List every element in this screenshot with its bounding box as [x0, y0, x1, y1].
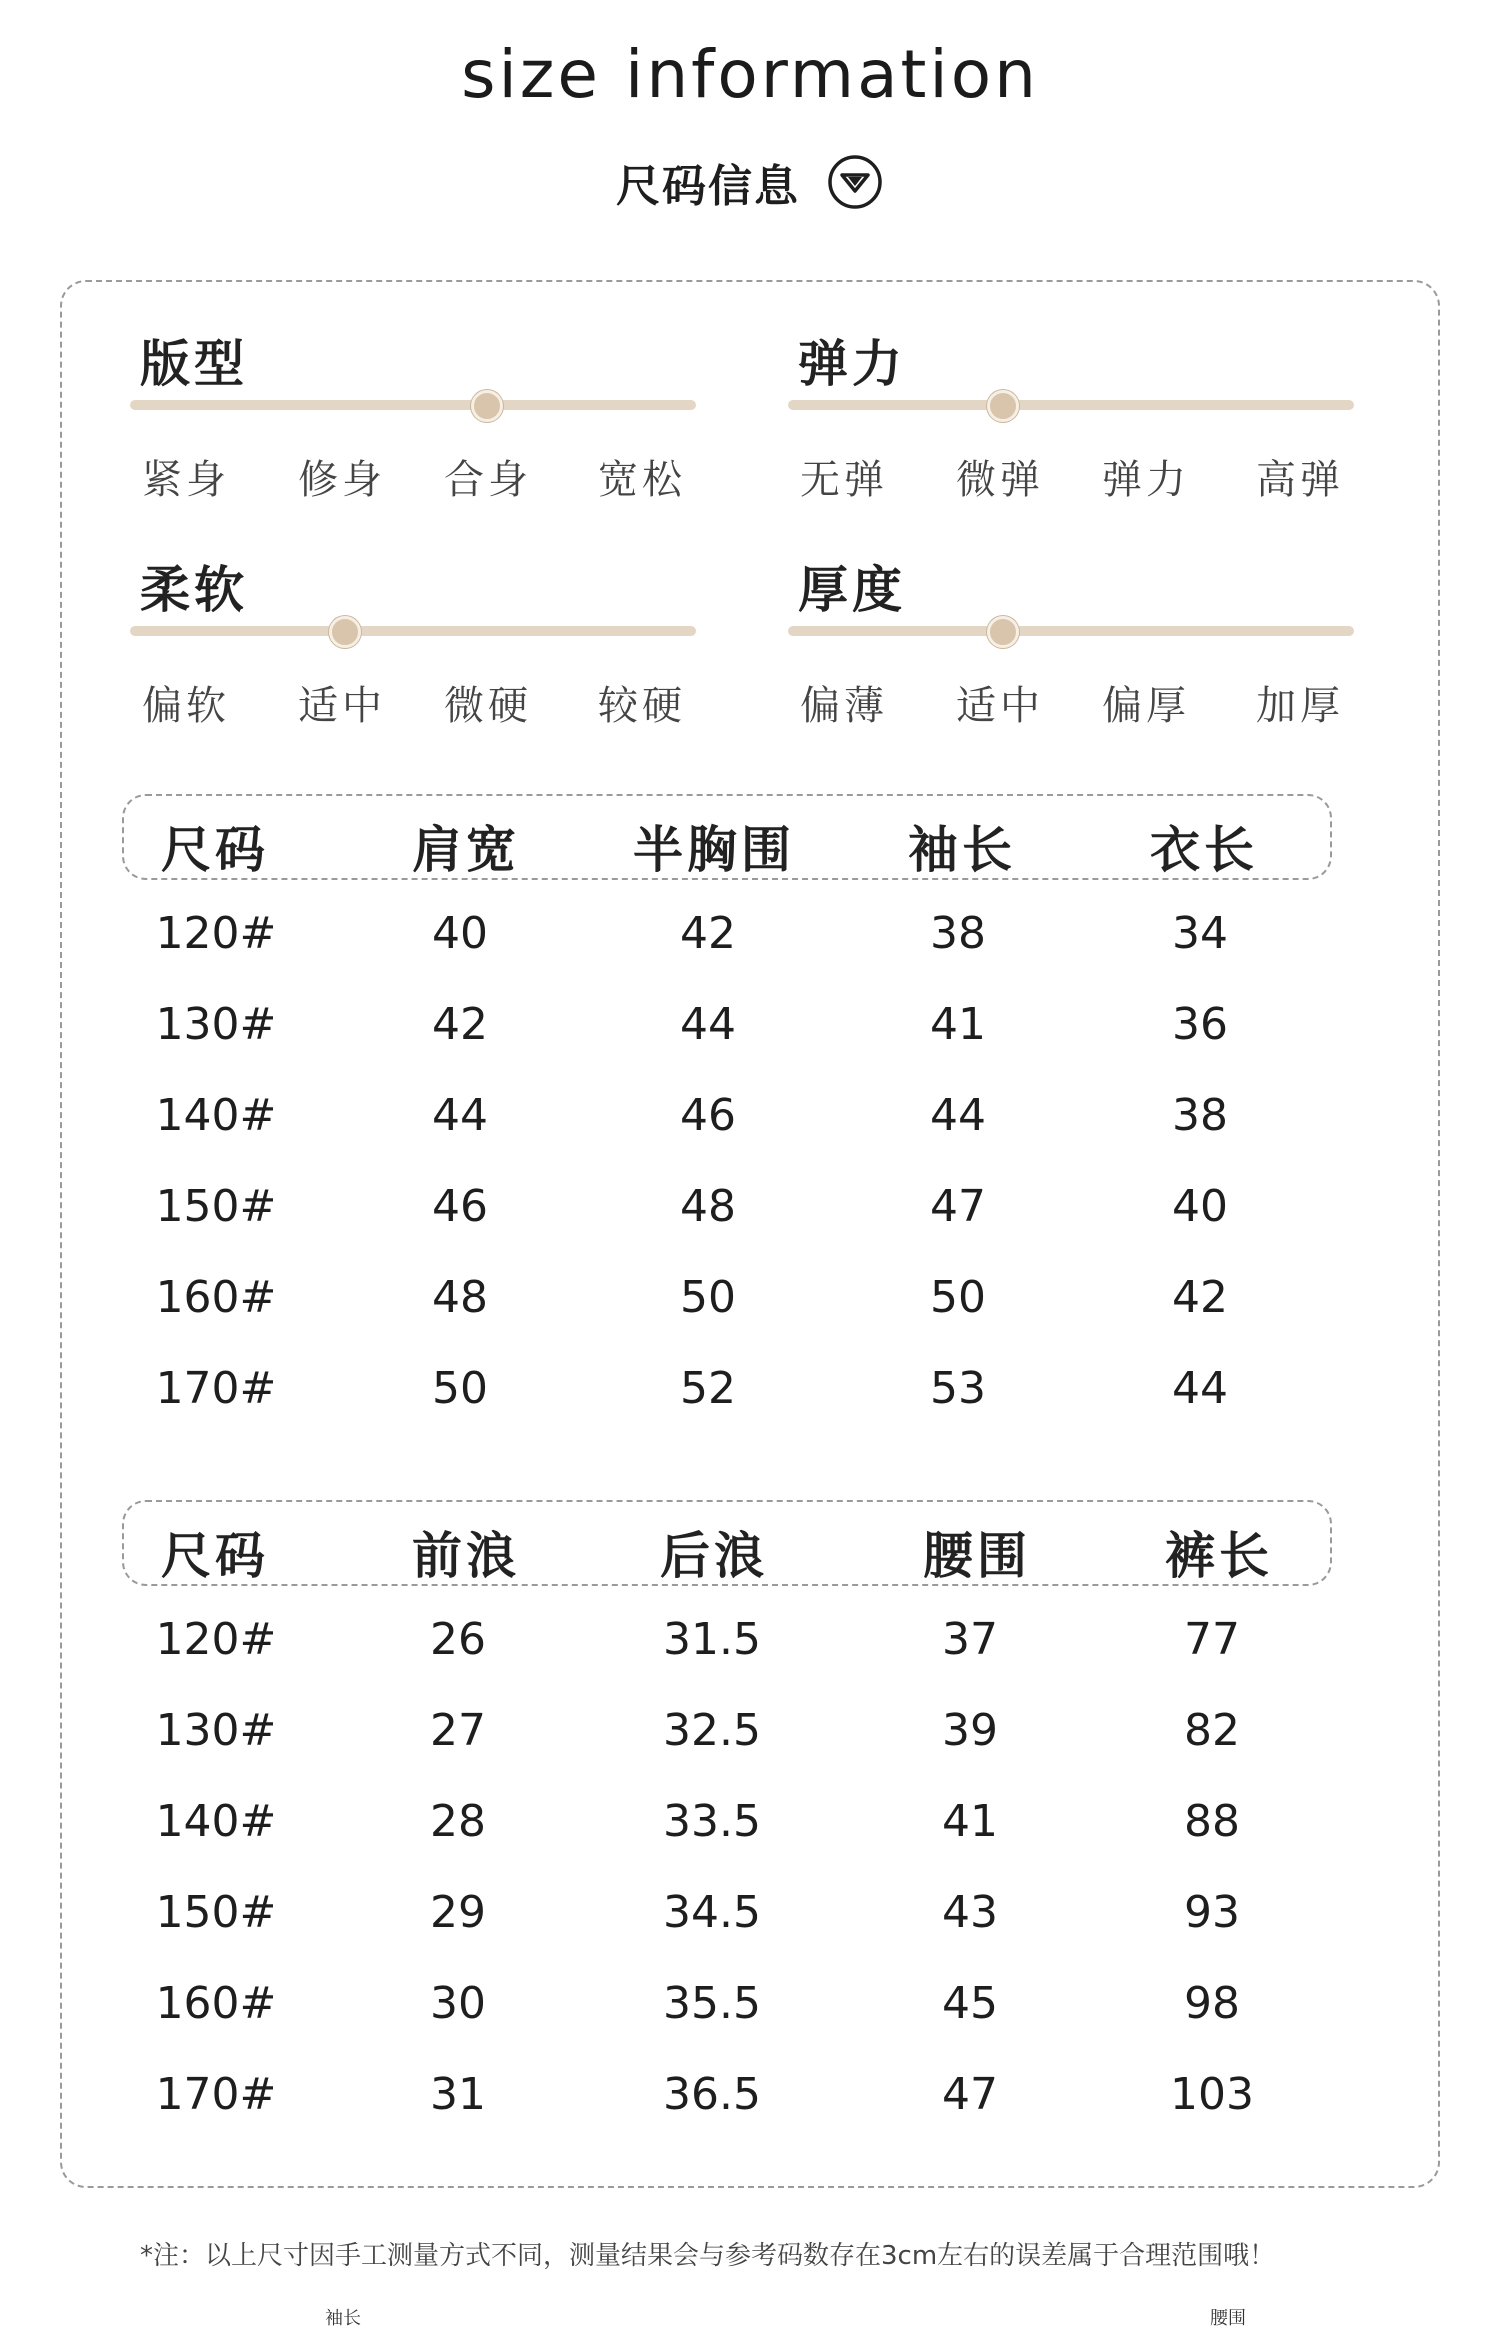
- attr-track: [788, 400, 1354, 410]
- table-cell: 103: [1170, 2069, 1254, 2120]
- attr-options: [788, 674, 1354, 730]
- chevron-down-circle-icon: [826, 153, 884, 211]
- attr-option: 微硬: [444, 683, 532, 729]
- attr-option: 无弹: [800, 457, 888, 503]
- table-cell: 120#: [155, 1614, 277, 1665]
- table-cell: 43: [942, 1887, 998, 1938]
- table-header-cell: 衣长: [1150, 821, 1258, 879]
- table-cell: 150#: [155, 1181, 277, 1232]
- table-cell: 130#: [155, 1705, 277, 1756]
- table-row: [62, 1887, 1438, 1947]
- table-cell: 27: [430, 1705, 486, 1756]
- attr-knob: [987, 390, 1019, 422]
- table-header-cell: 袖长: [908, 821, 1016, 879]
- table-cell: 50: [432, 1363, 488, 1414]
- table-row: [62, 1272, 1438, 1332]
- table-cell: 29: [430, 1887, 486, 1938]
- table-cell: 28: [430, 1796, 486, 1847]
- table-cell: 33.5: [663, 1796, 761, 1847]
- table-cell: 44: [680, 999, 736, 1050]
- table-row: [62, 1363, 1438, 1423]
- table-cell: 44: [1172, 1363, 1228, 1414]
- attr-option: 适中: [956, 683, 1044, 729]
- table-cell: 170#: [155, 2069, 277, 2120]
- table-cell: 41: [942, 1796, 998, 1847]
- cut-off-label: 袖长: [325, 2308, 361, 2329]
- table-row: [62, 2069, 1438, 2129]
- attr-label: 弹力: [798, 335, 906, 393]
- table-cell: 53: [930, 1363, 986, 1414]
- table-cell: 40: [432, 908, 488, 959]
- table-header-cell: 尺码: [161, 1527, 269, 1585]
- table-row: [62, 1978, 1438, 2038]
- table-cell: 34: [1172, 908, 1228, 959]
- attr-option: 偏薄: [800, 683, 888, 729]
- table-cell: 34.5: [663, 1887, 761, 1938]
- table-cell: 42: [680, 908, 736, 959]
- table-header-cell: 肩宽: [412, 821, 520, 879]
- table-cell: 38: [1172, 1090, 1228, 1141]
- measurement-note: *注：以上尺寸因手工测量方式不同，测量结果会与参考码数存在3cm左右的误差属于合理范围哦！: [140, 2241, 1276, 2271]
- attr-label: 柔软: [140, 561, 248, 619]
- table-cell: 93: [1184, 1887, 1240, 1938]
- table-cell: 160#: [155, 1272, 277, 1323]
- attr-option: 高弹: [1256, 457, 1344, 503]
- table-cell: 44: [930, 1090, 986, 1141]
- table-cell: 45: [942, 1978, 998, 2029]
- table-cell: 44: [432, 1090, 488, 1141]
- table-row: [62, 999, 1438, 1059]
- table-row: [62, 1181, 1438, 1241]
- table-cell: 39: [942, 1705, 998, 1756]
- table-cell: 46: [680, 1090, 736, 1141]
- attr-label: 版型: [140, 335, 248, 393]
- table-cell: 38: [930, 908, 986, 959]
- table-cell: 42: [432, 999, 488, 1050]
- table-cell: 50: [930, 1272, 986, 1323]
- table-cell: 170#: [155, 1363, 277, 1414]
- attr-knob: [987, 616, 1019, 648]
- page-title-cn: [0, 150, 1500, 214]
- table-row: [62, 1614, 1438, 1674]
- page-subtitle: 尺码信息: [616, 161, 800, 212]
- table-cell: 41: [930, 999, 986, 1050]
- table-cell: 150#: [155, 1887, 277, 1938]
- table-cell: 140#: [155, 1796, 277, 1847]
- table-cell: 160#: [155, 1978, 277, 2029]
- size-info-panel: [60, 280, 1440, 2188]
- attr-knob: [471, 390, 503, 422]
- attr-option: 微弹: [956, 457, 1044, 503]
- attr-option: 较硬: [598, 683, 686, 729]
- table-cell: 98: [1184, 1978, 1240, 2029]
- table-cell: 82: [1184, 1705, 1240, 1756]
- attr-option: 偏软: [142, 683, 230, 729]
- attr-option: 适中: [298, 683, 386, 729]
- top-table-header: [122, 794, 1332, 880]
- table-header-cell: 腰围: [923, 1527, 1031, 1585]
- table-header-cell: 后浪: [660, 1527, 768, 1585]
- table-cell: 31.5: [663, 1614, 761, 1665]
- table-row: [62, 1705, 1438, 1765]
- table-row: [62, 1090, 1438, 1150]
- page-title-en: size information: [461, 36, 1039, 113]
- attr-option: 弹力: [1102, 457, 1190, 503]
- attr-options: [130, 674, 696, 730]
- table-cell: 36.5: [663, 2069, 761, 2120]
- table-cell: 37: [942, 1614, 998, 1665]
- table-cell: 35.5: [663, 1978, 761, 2029]
- table-cell: 48: [680, 1181, 736, 1232]
- table-cell: 26: [430, 1614, 486, 1665]
- attr-option: 紧身: [142, 457, 230, 503]
- table-cell: 130#: [155, 999, 277, 1050]
- table-cell: 77: [1184, 1614, 1240, 1665]
- table-cell: 36: [1172, 999, 1228, 1050]
- attr-option: 加厚: [1256, 683, 1344, 729]
- attr-option: 合身: [444, 457, 532, 503]
- table-row: [62, 908, 1438, 968]
- attr-option: 偏厚: [1102, 683, 1190, 729]
- table-cell: 48: [432, 1272, 488, 1323]
- table-cell: 120#: [155, 908, 277, 959]
- table-header-cell: 裤长: [1165, 1527, 1273, 1585]
- table-row: [62, 1796, 1438, 1856]
- attr-option: 宽松: [598, 457, 686, 503]
- attr-options: [130, 448, 696, 504]
- attr-track: [130, 400, 696, 410]
- table-header-cell: 前浪: [412, 1527, 520, 1585]
- table-cell: 32.5: [663, 1705, 761, 1756]
- table-cell: 47: [942, 2069, 998, 2120]
- table-header-cell: 尺码: [161, 821, 269, 879]
- attr-options: [788, 448, 1354, 504]
- table-cell: 88: [1184, 1796, 1240, 1847]
- attr-knob: [329, 616, 361, 648]
- bottom-table-header: [122, 1500, 1332, 1586]
- table-cell: 47: [930, 1181, 986, 1232]
- table-cell: 42: [1172, 1272, 1228, 1323]
- table-header-cell: 半胸围: [633, 821, 795, 879]
- table-cell: 40: [1172, 1181, 1228, 1232]
- table-cell: 50: [680, 1272, 736, 1323]
- table-cell: 30: [430, 1978, 486, 2029]
- table-cell: 52: [680, 1363, 736, 1414]
- table-cell: 46: [432, 1181, 488, 1232]
- table-cell: 140#: [155, 1090, 277, 1141]
- attr-label: 厚度: [798, 561, 906, 619]
- attr-track: [788, 626, 1354, 636]
- table-cell: 31: [430, 2069, 486, 2120]
- attr-track: [130, 626, 696, 636]
- attr-option: 修身: [298, 457, 386, 503]
- cut-off-label: 腰围: [1210, 2308, 1246, 2329]
